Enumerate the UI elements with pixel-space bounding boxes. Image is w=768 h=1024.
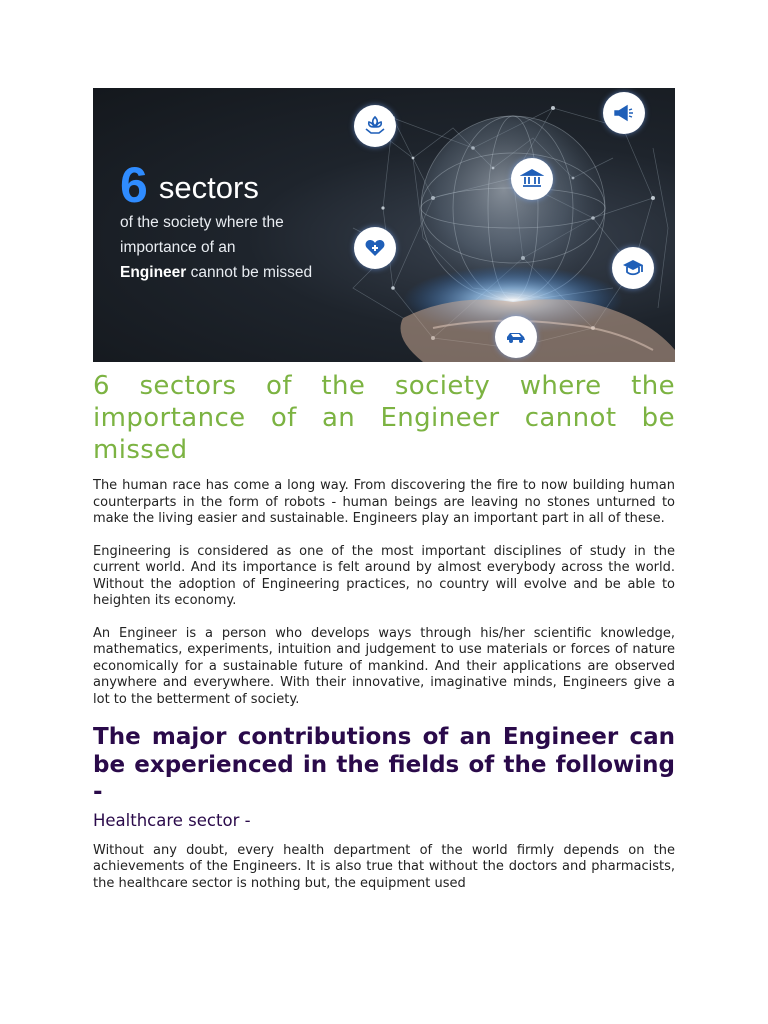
hero-line-3 [120,260,312,285]
hero-line-3-bold: Engineer [120,264,187,281]
subheading-healthcare: Healthcare sector - [93,810,251,830]
hero-line-1: of the society where the [120,214,284,231]
bank-icon [511,158,553,200]
hero-banner [93,88,675,362]
section-heading-contributions: The major contributions of an Engineer can be experienced in the fields of the following - [93,724,675,805]
document-page [93,88,675,892]
paragraph-engineer-definition: An Engineer is a person who develops ways through his/her scientific knowledge, mathematics, experiments, intuition and judgement to use materials or forces of nature economically for a sustainable future of mankind. And their applications are observed anywhere and everywhere. With their innovative, imaginative minds, Engineers give a lot to the betterment of society. [93,625,675,707]
graduation-cap-icon [612,247,654,289]
article-title: 6 sectors of the society where the importance of an Engineer cannot be missed [93,371,675,465]
hero-line-2: importance of an [120,239,236,256]
paragraph-engineering-importance: Engineering is considered as one of the most important disciplines of study in the current world. And its importance is felt around by almost everybody across the world. Without the adoption of Engineering practices, no country will evolve and be able to heighten its economy. [93,543,675,608]
megaphone-icon [603,92,645,134]
car-icon [495,316,537,358]
plant-hands-icon [354,105,396,147]
paragraph-intro: The human race has come a long way. From discovering the fire to now building human counterparts in the form of robots - human beings are leaving no stones unturned to make the living easier and sustainable. Engineers play an important part in all of these. [93,478,675,526]
paragraph-healthcare: Without any doubt, every health department of the world firmly depends on the achievements of the Engineers. It is also true that without the doctors and pharmacists, the healthcare sector is nothing but, the equipment used [93,842,675,891]
hero-caption [120,157,313,285]
hero-line-3-rest: cannot be missed [186,264,313,281]
health-heart-icon [354,227,396,269]
hero-number: 6 [120,157,148,213]
hero-headline: sectors [158,170,259,205]
